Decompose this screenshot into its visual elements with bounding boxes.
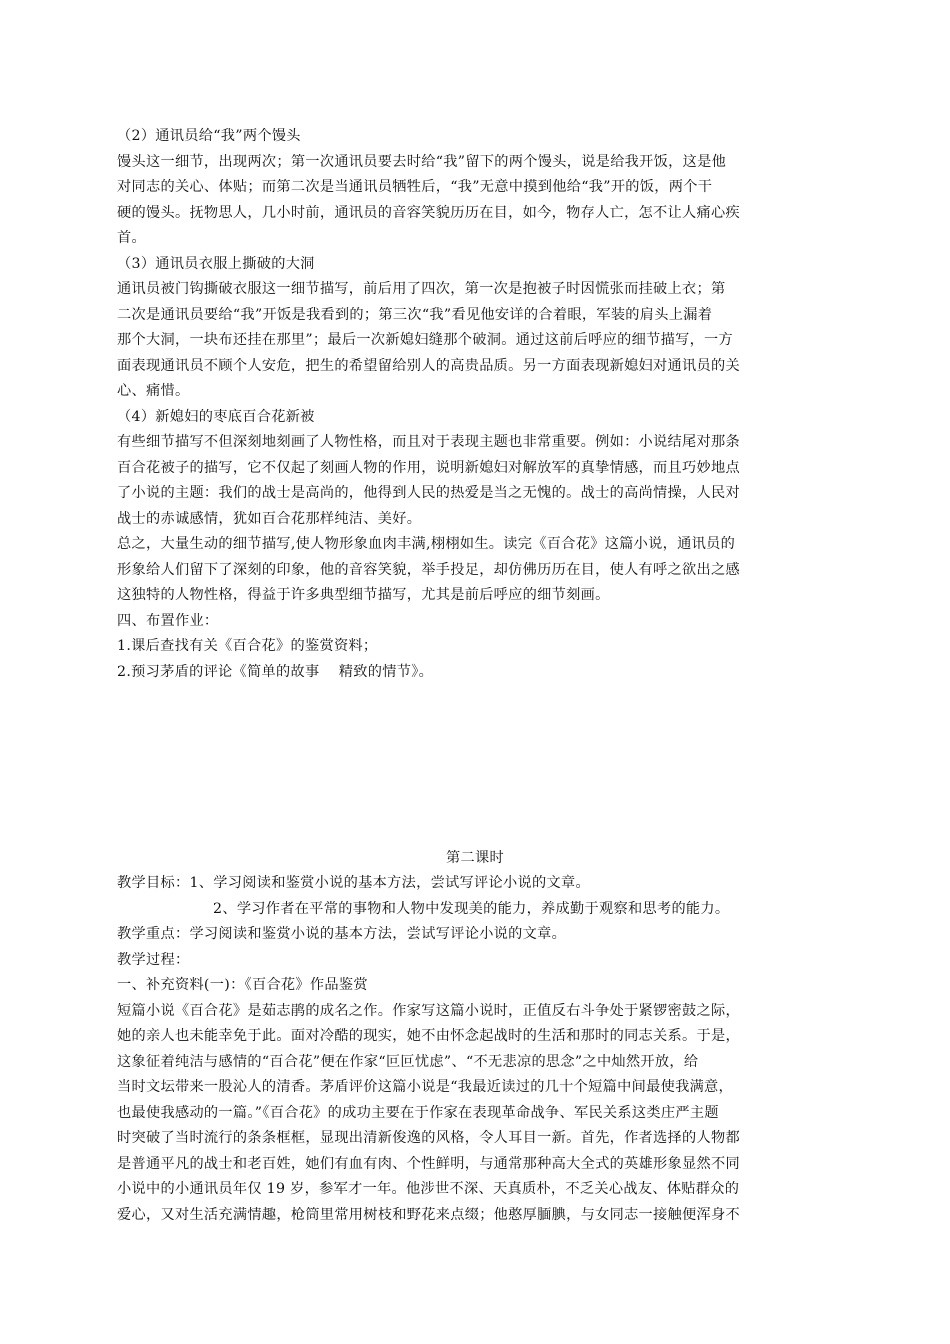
summary-line: 形象给人们留下了深刻的印象，他的音容笑貌，举手投足，却仿佛历历在目，使人有呼之欲出之感 bbox=[117, 561, 740, 578]
paragraph-line: 首。 bbox=[117, 230, 146, 246]
teaching-process: 教学过程： bbox=[117, 951, 190, 968]
paragraph-line: 百合花被子的描写，它不仅起了刻画人物的作用，说明新媳妇对解放军的真挚情感，而且巧妙地点 bbox=[117, 459, 740, 476]
section-lesson-two bbox=[117, 871, 842, 1228]
homework-item-1: 1.课后查找有关《百合花》的鉴赏资料； bbox=[117, 638, 378, 654]
teaching-focus: 教学重点：学习阅读和鉴赏小说的基本方法，尝试写评论小说的文章。 bbox=[117, 926, 567, 942]
paragraph-line: 二次是通讯员要给“我”开饭是我看到的；第三次“我”看见他安详的合着眼，军装的肩头上漏着 bbox=[117, 306, 713, 323]
summary-line: 这独特的人物性格，得益于许多典型细节描写，尤其是前后呼应的细节刻画。 bbox=[117, 587, 610, 603]
section-details-part1 bbox=[117, 124, 842, 685]
paragraph-line: 了小说的主题：我们的战士是高尚的，他得到人民的热爱是当之无愧的。战士的高尚情操，人民对 bbox=[117, 485, 740, 501]
homework-heading: 四、布置作业： bbox=[117, 612, 219, 629]
subheading-torn-hole: （3）通讯员衣服上撕破的大洞 bbox=[117, 255, 315, 272]
paragraph-line: 硬的馒头。抚物思人，几小时前，通讯员的音容笑貌历历在目，如今，物存人亡，怎不让人痛心疾 bbox=[117, 204, 740, 221]
summary-line: 总之，大量生动的细节描写,使人物形象血肉丰满,栩栩如生。读完《百合花》这篇小说，通讯员的 bbox=[117, 536, 736, 552]
paragraph-line: 时突破了当时流行的条条框框，显现出清新俊逸的风格，令人耳目一新。首先，作者选择的人物都 bbox=[117, 1130, 740, 1146]
paragraph-line: 是普通平凡的战士和老百姓，她们有血有肉、个性鲜明，与通常那种高大全式的英雄形象显然不同 bbox=[117, 1155, 740, 1172]
paragraph-line: 对同志的关心、体贴；而第二次是当通讯员牺牲后，“我”无意中摸到他给“我”开的饭，两个干 bbox=[117, 179, 713, 195]
paragraph-line: 当时文坛带来一股沁人的清香。茅盾评价这篇小说是“我最近读过的几十个短篇中间最使我满意， bbox=[117, 1079, 734, 1095]
paragraph-line: 她的亲人也未能幸免于此。面对冷酷的现实，她不由怀念起战时的生活和那时的同志关系。于是， bbox=[117, 1028, 740, 1044]
paragraph-line: 这象征着纯洁与感情的“百合花”便在作家“叵叵忧虑”、“不无悲凉的思念”之中灿然开放，给 bbox=[117, 1053, 699, 1070]
paragraph-line: 面表现通讯员不顾个人安危，把生的希望留给别人的高贵品质。另一方面表现新媳妇对通讯员的关 bbox=[117, 357, 740, 374]
paragraph-line: 有些细节描写不但深刻地刻画了人物性格，而且对于表现主题也非常重要。例如：小说结尾对那条 bbox=[117, 434, 740, 450]
paragraph-line: 心、痛惜。 bbox=[117, 383, 190, 399]
paragraph-line: 也最使我感动的一篇。”《百合花》的成功主要在于作家在表现革命战争、军民关系这类庄严主题 bbox=[117, 1104, 719, 1121]
paragraph-line: 战士的赤诚感情，犹如百合花那样纯洁、美好。 bbox=[117, 510, 422, 527]
lesson-title: 第二课时 bbox=[446, 850, 504, 866]
teaching-goal-1: 教学目标：1、学习阅读和鉴赏小说的基本方法，尝试写评论小说的文章。 bbox=[117, 875, 590, 891]
subheading-steamed-buns: （2）通讯员给“我”两个馒头 bbox=[117, 128, 301, 144]
supplement-heading: 一、补充资料(一)：《百合花》作品鉴赏 bbox=[117, 977, 368, 993]
teaching-goal-2: 2、学习作者在平常的事物和人物中发现美的能力，养成勤于观察和思考的能力。 bbox=[213, 900, 730, 917]
paragraph-line: 馒头这一细节，出现两次；第一次通讯员要去时给“我”留下的两个馒头，说是给我开饭，这是他 bbox=[117, 153, 727, 170]
paragraph-line: 短篇小说《百合花》是茹志鹃的成名之作。作家写这篇小说时，正值反右斗争处于紧锣密鼓之际， bbox=[117, 1002, 740, 1019]
paragraph-line: 那个大洞，一块布还挂在那里”；最后一次新媳妇缝那个破洞。通过这前后呼应的细节描写，一方 bbox=[117, 332, 734, 348]
paragraph-line: 小说中的小通讯员年仅 19 岁，参军才一年。他涉世不深、天真质朴，不乏关心战友、体贴群众的 bbox=[117, 1181, 740, 1197]
subheading-lily-quilt: （4）新媳妇的枣底百合花新被 bbox=[117, 408, 315, 425]
homework-item-2: 2.预习茅盾的评论《简单的故事 精致的情节》。 bbox=[117, 663, 434, 680]
paragraph-line: 通讯员被门钩撕破衣服这一细节描写，前后用了四次，第一次是抱被子时因慌张而挂破上衣；第 bbox=[117, 281, 726, 297]
paragraph-line: 爱心，又对生活充满情趣，枪筒里常用树枝和野花来点缀；他憨厚腼腆，与女同志一接触便浑身不 bbox=[117, 1206, 740, 1223]
